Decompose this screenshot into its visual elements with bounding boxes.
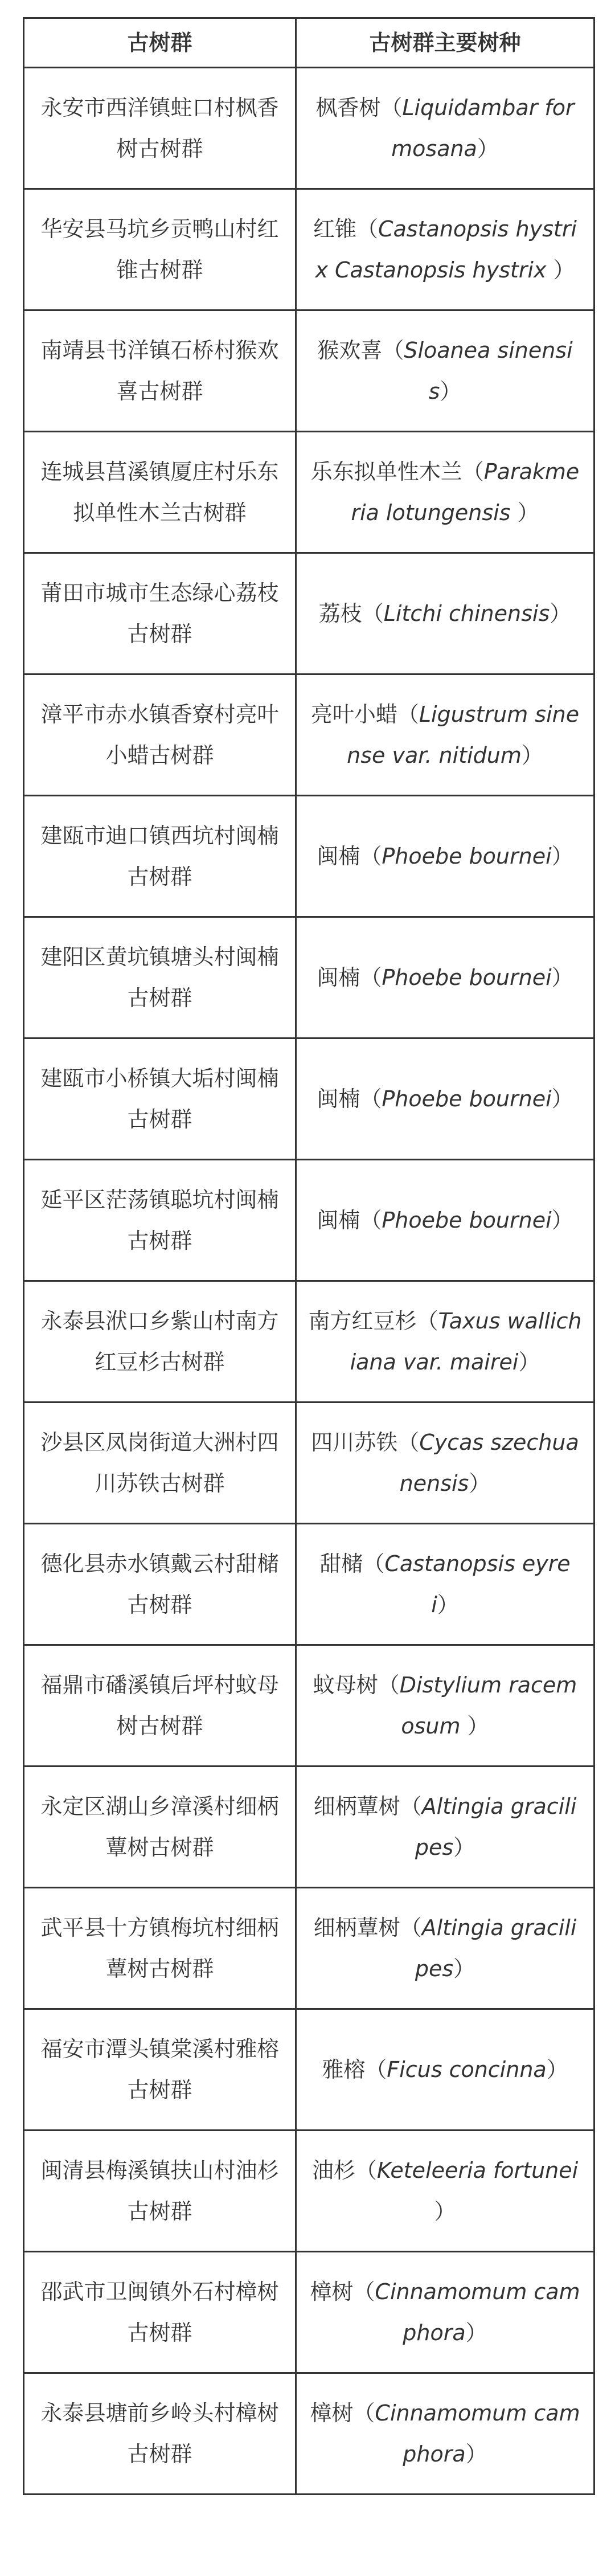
table-row: [24, 2252, 594, 2373]
table-row: [24, 674, 594, 796]
tree-species: [296, 2373, 594, 2495]
species-chinese-name: 闽楠: [317, 965, 360, 990]
table-row: [24, 1524, 594, 1645]
table-row: [24, 553, 594, 674]
tree-species: [296, 1888, 594, 2009]
tree-species: [296, 310, 594, 432]
open-paren: （: [380, 95, 403, 120]
close-paren: ）: [440, 379, 462, 404]
table-row: [24, 796, 594, 917]
open-paren: （: [400, 1915, 422, 1940]
table-row: [24, 1767, 594, 1888]
tree-species: [296, 1767, 594, 1888]
header-species: 古树群主要树种: [296, 18, 594, 68]
species-latin-name: Phoebe bournei: [382, 844, 552, 869]
table-row: [24, 1888, 594, 2009]
table-row: [24, 310, 594, 432]
table-row: [24, 1281, 594, 1403]
table-header-row: [24, 18, 594, 68]
species-chinese-name: 闽楠: [317, 844, 360, 869]
table-row: [24, 1160, 594, 1281]
tree-group-name: 南靖县书洋镇石桥村猴欢喜古树群: [24, 310, 296, 432]
species-chinese-name: 亮叶小蜡: [310, 702, 397, 727]
species-latin-name: Parakmeria lotungensis: [351, 459, 580, 525]
species-latin-name: Ligustrum sinense var. nitidum: [347, 702, 580, 768]
species-chinese-name: 雅榕: [322, 2057, 366, 2082]
table-row: [24, 189, 594, 310]
species-latin-name: Phoebe bournei: [382, 965, 552, 990]
tree-group-name: 永定区湖山乡漳溪村细柄蕈树古树群: [24, 1767, 296, 1888]
species-latin-name: Altingia gracilipes: [415, 1794, 577, 1860]
species-chinese-name: 樟树: [310, 2279, 354, 2304]
open-paren: （: [360, 844, 382, 869]
tree-species: [296, 917, 594, 1038]
close-paren: ）: [469, 1471, 491, 1496]
tree-species: [296, 796, 594, 917]
tree-species: [296, 189, 594, 310]
open-paren: （: [355, 2158, 377, 2183]
close-paren: ）: [465, 2320, 487, 2345]
species-latin-name: Litchi chinensis: [383, 601, 550, 626]
table-row: [24, 2131, 594, 2252]
species-chinese-name: 乐东拟单性木兰: [310, 459, 462, 484]
species-latin-name: Keteleeria fortunei: [376, 2158, 579, 2183]
tree-group-name: 建阳区黄坑镇塘头村闽楠古树群: [24, 917, 296, 1038]
species-chinese-name: 四川苏铁: [311, 1430, 398, 1455]
table-row: [24, 2009, 594, 2131]
tree-species: [296, 1281, 594, 1403]
close-paren: ）: [453, 1835, 475, 1860]
tree-group-name: 漳平市赤水镇香寮村亮叶小蜡古树群: [24, 674, 296, 796]
tree-species: [296, 674, 594, 796]
species-latin-name: Cinnamomum camphora: [375, 2401, 580, 2467]
tree-species: [296, 1160, 594, 1281]
species-latin-name: Altingia gracilipes: [415, 1915, 577, 1981]
tree-group-name: 武平县十方镇梅坑村细柄蕈树古树群: [24, 1888, 296, 2009]
close-paren: ）: [551, 965, 573, 990]
table-body: [24, 68, 594, 2495]
tree-group-name: 邵武市卫闽镇外石村樟树古树群: [24, 2252, 296, 2373]
tree-species: [296, 1038, 594, 1160]
species-latin-name: Taxus wallichiana var. mairei: [350, 1309, 582, 1375]
table-row: [24, 68, 594, 189]
tree-group-name: 建瓯市小桥镇大垢村闽楠古树群: [24, 1038, 296, 1160]
species-latin-name: Phoebe bournei: [382, 1208, 552, 1233]
species-latin-name: Liquidambar formosana: [391, 95, 575, 161]
tree-group-name: 永泰县塘前乡岭头村樟树古树群: [24, 2373, 296, 2495]
tree-species: [296, 2252, 594, 2373]
species-chinese-name: 闽楠: [317, 1086, 360, 1111]
tree-group-name: 永安市西洋镇蛀口村枫香树古树群: [24, 68, 296, 189]
species-latin-name: Cinnamomum camphora: [375, 2279, 580, 2345]
species-chinese-name: 闽楠: [317, 1208, 360, 1233]
tree-species: [296, 1403, 594, 1524]
species-chinese-name: 细柄蕈树: [313, 1794, 400, 1819]
open-paren: （: [363, 1551, 385, 1576]
tree-species: [296, 1645, 594, 1767]
open-paren: （: [416, 1309, 438, 1334]
species-chinese-name: 猴欢喜: [317, 338, 383, 363]
species-chinese-name: 油杉: [311, 2158, 355, 2183]
tree-species: [296, 432, 594, 553]
close-paren: ）: [551, 1086, 573, 1111]
open-paren: （: [397, 702, 419, 727]
species-latin-name: Distylium racemosum: [399, 1673, 577, 1739]
species-latin-name: Sloanea sinensis: [404, 338, 573, 404]
open-paren: （: [397, 1430, 420, 1455]
table-row: [24, 1038, 594, 1160]
tree-species: [296, 2131, 594, 2252]
open-paren: （: [360, 965, 382, 990]
tree-species: [296, 1524, 594, 1645]
tree-group-name: 福安市潭头镇棠溪村雅榕古树群: [24, 2009, 296, 2131]
open-paren: （: [462, 459, 484, 484]
close-paren: ）: [517, 500, 539, 525]
tree-group-name: 永泰县洑口乡紫山村南方红豆杉古树群: [24, 1281, 296, 1403]
species-latin-name: Phoebe bournei: [382, 1086, 552, 1111]
open-paren: （: [353, 2279, 375, 2304]
table-row: [24, 432, 594, 553]
table-row: [24, 2373, 594, 2495]
ancient-tree-table: [23, 17, 595, 2495]
tree-group-name: 莆田市城市生态绿心荔枝古树群: [24, 553, 296, 674]
species-latin-name: Castanopsis hystrix Castanopsis hystrix: [315, 216, 577, 283]
tree-group-name: 德化县赤水镇戴云村甜槠古树群: [24, 1524, 296, 1645]
table-row: [24, 1645, 594, 1767]
tree-species: [296, 553, 594, 674]
open-paren: （: [356, 216, 379, 242]
table-row: [24, 1403, 594, 1524]
tree-group-name: 华安县马坑乡贡鸭山村红锥古树群: [24, 189, 296, 310]
open-paren: （: [362, 601, 384, 626]
tree-group-name: 建瓯市迪口镇西坑村闽楠古树群: [24, 796, 296, 917]
header-group: 古树群: [24, 18, 296, 68]
close-paren: ）: [551, 1208, 573, 1233]
close-paren: ）: [553, 257, 575, 283]
close-paren: ）: [521, 743, 543, 768]
species-chinese-name: 甜槠: [319, 1551, 363, 1576]
open-paren: （: [365, 2057, 387, 2082]
close-paren: ）: [518, 1350, 540, 1375]
open-paren: （: [400, 1794, 422, 1819]
close-paren: ）: [434, 2199, 456, 2224]
open-paren: （: [360, 1086, 382, 1111]
tree-species: [296, 2009, 594, 2131]
close-paren: ）: [467, 1714, 489, 1739]
close-paren: ）: [546, 2057, 568, 2082]
close-paren: ）: [437, 1592, 459, 1617]
species-chinese-name: 细柄蕈树: [313, 1915, 400, 1940]
open-paren: （: [378, 1673, 400, 1698]
species-latin-name: Castanopsis eyrei: [384, 1551, 571, 1617]
species-chinese-name: 南方红豆杉: [308, 1309, 417, 1334]
open-paren: （: [382, 338, 404, 363]
tree-group-name: 沙县区凤岗街道大洲村四川苏铁古树群: [24, 1403, 296, 1524]
species-chinese-name: 樟树: [310, 2401, 354, 2426]
species-chinese-name: 荔枝: [318, 601, 362, 626]
tree-group-name: 福鼎市磻溪镇后坪村蚊母树古树群: [24, 1645, 296, 1767]
close-paren: ）: [477, 136, 499, 161]
close-paren: ）: [550, 601, 572, 626]
species-chinese-name: 蚊母树: [313, 1673, 378, 1698]
close-paren: ）: [453, 1956, 475, 1981]
species-chinese-name: 红锥: [313, 216, 357, 242]
species-latin-name: Ficus concinna: [387, 2057, 547, 2082]
tree-species: [296, 68, 594, 189]
open-paren: （: [353, 2401, 375, 2426]
species-chinese-name: 枫香树: [315, 95, 381, 120]
tree-group-name: 延平区茫荡镇聪坑村闽楠古树群: [24, 1160, 296, 1281]
close-paren: ）: [465, 2442, 487, 2467]
open-paren: （: [360, 1208, 382, 1233]
species-latin-name: Cycas szechuanensis: [399, 1430, 579, 1496]
tree-group-name: 连城县莒溪镇厦庄村乐东拟单性木兰古树群: [24, 432, 296, 553]
table-row: [24, 917, 594, 1038]
close-paren: ）: [551, 844, 573, 869]
tree-group-name: 闽清县梅溪镇扶山村油杉古树群: [24, 2131, 296, 2252]
